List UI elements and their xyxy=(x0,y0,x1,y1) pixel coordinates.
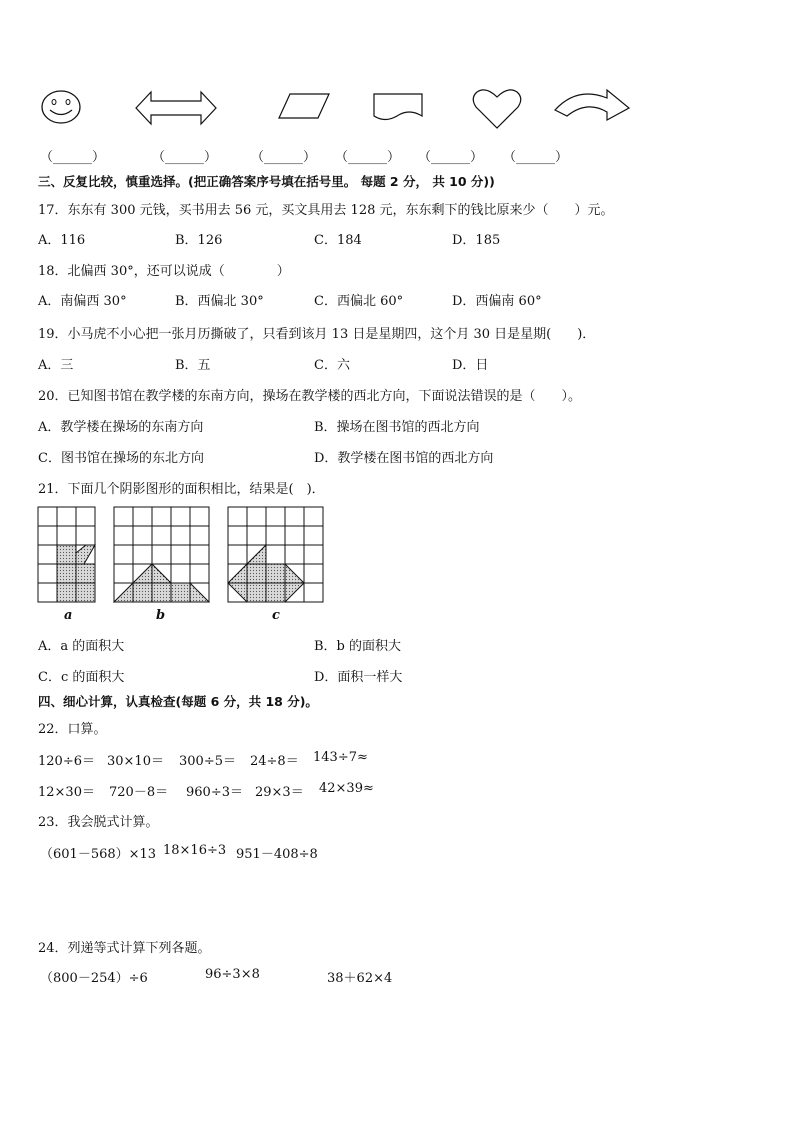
figure-c xyxy=(228,507,323,602)
figure-a-label: a xyxy=(64,608,73,623)
figure-a xyxy=(38,507,95,602)
q22-expr: 30×10＝ xyxy=(107,754,164,769)
q24-stem: 24．列递等式计算下列各题。 xyxy=(38,941,211,956)
q21-option-c[interactable]: C．c 的面积大 xyxy=(38,670,125,685)
answer-blank-4[interactable]: （______） xyxy=(335,150,401,165)
q19-option-b[interactable]: B．五 xyxy=(175,358,211,373)
figure-b-label: b xyxy=(156,608,166,623)
q18-option-c[interactable]: C．西偏北 60° xyxy=(314,294,404,309)
figure-b xyxy=(114,507,209,602)
answer-blank-5[interactable]: （______） xyxy=(418,150,484,165)
q19-option-c[interactable]: C．六 xyxy=(314,358,350,373)
q24-expr: （800－254）÷6 xyxy=(40,971,148,986)
q23-expr: 951－408÷8 xyxy=(236,847,318,862)
q22-expr: 960÷3＝ xyxy=(186,785,243,800)
q19-option-d[interactable]: D．日 xyxy=(452,358,489,373)
q21-stem: 21．下面几个阴影图形的面积相比，结果是( )． xyxy=(38,482,325,497)
answer-blank-6[interactable]: （______） xyxy=(503,150,569,165)
q23-stem: 23．我会脱式计算。 xyxy=(38,815,159,830)
answer-blank-3[interactable]: （______） xyxy=(251,150,317,165)
q22-expr: 720－8＝ xyxy=(109,785,169,800)
double-arrow-icon xyxy=(135,90,217,126)
q21-option-b[interactable]: B．b 的面积大 xyxy=(314,639,402,654)
q24-expr: 38＋62×4 xyxy=(327,971,393,986)
smiley-face-icon xyxy=(40,88,84,128)
q22-expr: 120÷6＝ xyxy=(38,754,95,769)
q18-option-d[interactable]: D．西偏南 60° xyxy=(452,294,542,309)
grid-figures xyxy=(38,506,328,606)
q20-stem: 20．已知图书馆在教学楼的东南方向，操场在教学楼的西北方向，下面说法错误的是（ ）。 xyxy=(38,389,582,404)
q22-expr: 300÷5＝ xyxy=(179,754,236,769)
q17-stem: 17．东东有 300 元钱，买书用去 56 元，买文具用去 128 元，东东剩下的钱比原来少（ ）元。 xyxy=(38,203,614,218)
curved-arrow-icon xyxy=(553,88,631,122)
q21-option-a[interactable]: A．a 的面积大 xyxy=(38,639,125,654)
figure-c-label: c xyxy=(272,608,280,623)
answer-blank-1[interactable]: （______） xyxy=(40,150,106,165)
q23-expr: （601－568）×13 xyxy=(40,847,157,862)
flag-shape-icon xyxy=(373,92,425,122)
q18-option-a[interactable]: A．南偏西 30° xyxy=(38,294,127,309)
q23-expr: 18×16÷3 xyxy=(163,843,227,858)
q18-stem: 18．北偏西 30°，还可以说成（ ） xyxy=(38,264,290,279)
q20-option-d[interactable]: D．教学楼在图书馆的西北方向 xyxy=(314,451,494,466)
q17-option-a[interactable]: A．116 xyxy=(38,233,86,248)
parallelogram-icon xyxy=(278,93,330,119)
q17-option-c[interactable]: C．184 xyxy=(314,233,362,248)
heart-icon xyxy=(472,88,522,130)
q22-expr: 143÷7≈ xyxy=(313,750,368,765)
q19-stem: 19．小马虎不小心把一张月历撕破了，只看到该月 13 日是星期四，这个月 30 日是星期( )． xyxy=(38,327,596,342)
q20-option-b[interactable]: B．操场在图书馆的西北方向 xyxy=(314,420,480,435)
q17-option-b[interactable]: B．126 xyxy=(175,233,223,248)
q22-expr: 12×30＝ xyxy=(38,785,95,800)
q21-option-d[interactable]: D．面积一样大 xyxy=(314,670,403,685)
q18-option-b[interactable]: B．西偏北 30° xyxy=(175,294,264,309)
q19-option-a[interactable]: A．三 xyxy=(38,358,74,373)
answer-blank-2[interactable]: （______） xyxy=(152,150,218,165)
q17-option-d[interactable]: D．185 xyxy=(452,233,501,248)
section3-heading: 三、反复比较，慎重选择。(把正确答案序号填在括号里。 每题 2 分， 共 10 分)) xyxy=(38,174,495,189)
q22-expr: 24÷8＝ xyxy=(250,754,299,769)
q22-expr: 29×3＝ xyxy=(255,785,304,800)
q20-option-c[interactable]: C．图书馆在操场的东北方向 xyxy=(38,451,204,466)
section4-heading: 四、细心计算，认真检查(每题 6 分，共 18 分)。 xyxy=(38,694,318,709)
q20-option-a[interactable]: A．教学楼在操场的东南方向 xyxy=(38,420,204,435)
q22-expr: 42×39≈ xyxy=(319,781,374,796)
q22-stem: 22．口算。 xyxy=(38,722,107,737)
q24-expr: 96÷3×8 xyxy=(205,967,260,982)
